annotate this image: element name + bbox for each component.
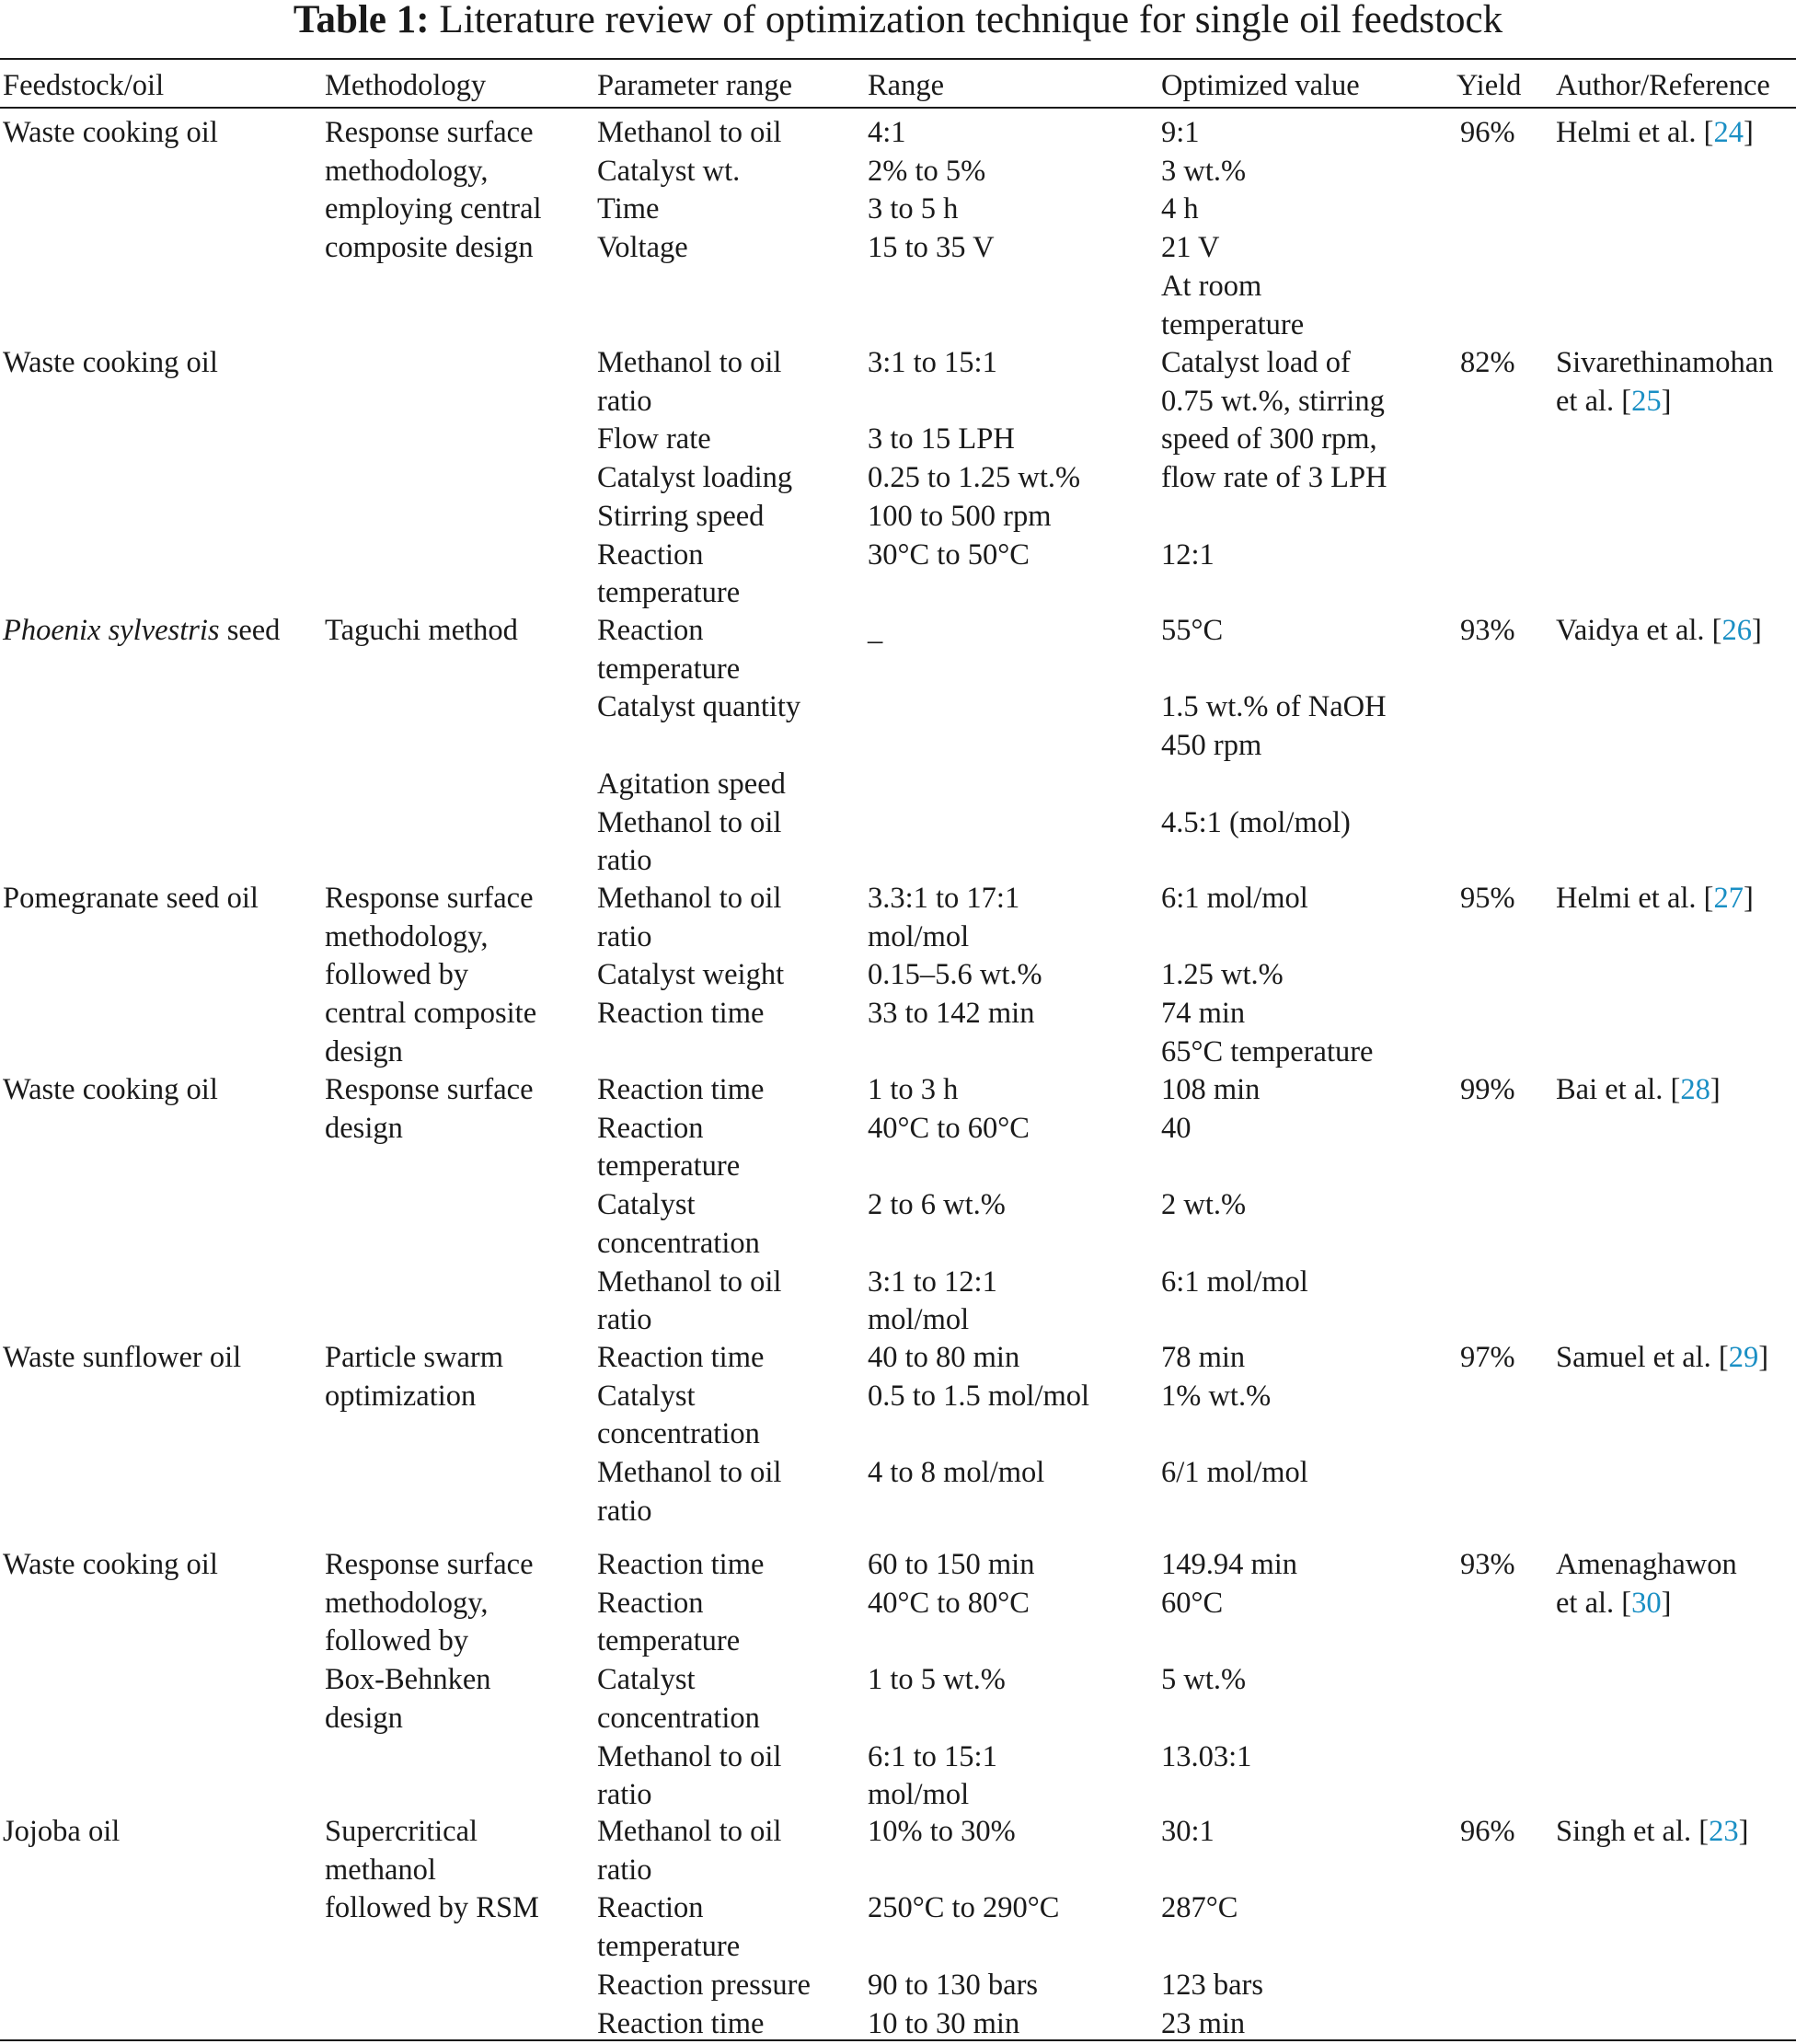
cell-optimized-value: 30:1 287°C 123 bars 23 min — [1161, 1815, 1264, 2040]
cell-parameters: Methanol to oil ratio Reaction temperature Reaction pressure Reaction time — [597, 1815, 811, 2040]
cell-parameters: Methanol to oil ratio Flow rate Catalyst loading Stirring speed Reaction temperature — [597, 346, 793, 610]
cell-range: _ — [868, 614, 883, 647]
author-bracket: ] — [1751, 614, 1762, 647]
cell-feedstock: Waste cooking oil — [3, 116, 218, 149]
cell-author — [1556, 1813, 1748, 1852]
header-rule — [0, 107, 1796, 109]
reference-link[interactable]: 30 — [1631, 1586, 1662, 1620]
feedstock-suffix: seed — [219, 614, 281, 647]
author-text: Vaidya et al. [ — [1556, 614, 1722, 647]
author-bracket: ] — [1743, 116, 1754, 149]
header-feedstock: Feedstock/oil — [3, 69, 165, 102]
cell-methodology: Response surface methodology, followed by Box-Behnken design — [325, 1548, 534, 1735]
cell-optimized-value: 6:1 mol/mol 1.25 wt.% 74 min 65°C temperature — [1161, 882, 1374, 1068]
cell-author — [1556, 1339, 1768, 1378]
author-bracket: ] — [1758, 1341, 1769, 1374]
cell-yield: 95% — [1460, 882, 1515, 915]
cell-range: 3.3:1 to 17:1 mol/mol 0.15–5.6 wt.% 33 to 142 min — [868, 882, 1042, 1031]
cell-optimized-value: 108 min 40 2 wt.% 6:1 mol/mol — [1161, 1073, 1308, 1299]
cell-optimized-value: Catalyst load of 0.75 wt.%, stirring speed of 300 rpm, flow rate of 3 LPH 12:1 — [1161, 346, 1387, 572]
header-author-reference: Author/Reference — [1556, 69, 1770, 102]
cell-yield: 82% — [1460, 346, 1515, 379]
cell-yield: 97% — [1460, 1341, 1515, 1374]
reference-link[interactable]: 25 — [1631, 384, 1662, 418]
header-optimized-value: Optimized value — [1161, 69, 1360, 102]
reference-link[interactable]: 23 — [1709, 1815, 1739, 1848]
header-yield: Yield — [1456, 69, 1522, 102]
author-text: Helmi et al. [ — [1556, 116, 1714, 149]
author-bracket: ] — [1743, 882, 1754, 915]
header-methodology: Methodology — [325, 69, 487, 102]
author-text: Sivarethinamohan et al. [ — [1556, 346, 1774, 418]
cell-parameters: Methanol to oil Catalyst wt. Time Voltage — [597, 116, 782, 265]
author-bracket: ] — [1710, 1073, 1721, 1106]
reference-link[interactable]: 28 — [1680, 1073, 1710, 1106]
cell-author — [1556, 880, 1754, 918]
caption-text: Literature review of optimization technique for single oil feedstock — [439, 0, 1503, 41]
header-parameter-range: Parameter range — [597, 69, 793, 102]
author-bracket: ] — [1738, 1815, 1749, 1848]
cell-parameters: Reaction time Reaction temperature Catalyst concentration Methanol to oil ratio — [597, 1073, 782, 1337]
author-bracket: ] — [1661, 384, 1672, 418]
cell-range: 40 to 80 min 0.5 to 1.5 mol/mol 4 to 8 mol/mol — [868, 1341, 1090, 1490]
reference-link[interactable]: 29 — [1728, 1341, 1759, 1374]
cell-parameters: Reaction temperature Catalyst quantity Agitation speed Methanol to oil ratio — [597, 614, 801, 878]
author-text: Samuel et al. [ — [1556, 1341, 1729, 1374]
cell-range: 3:1 to 15:1 3 to 15 LPH 0.25 to 1.25 wt.% 100 to 500 rpm 30°C to 50°C — [868, 346, 1081, 572]
cell-optimized-value: 9:1 3 wt.% 4 h 21 V At room temperature — [1161, 116, 1305, 341]
cell-parameters: Reaction time Reaction temperature Catalyst concentration Methanol to oil ratio — [597, 1548, 782, 1812]
cell-feedstock: Jojoba oil — [3, 1815, 121, 1848]
cell-yield: 96% — [1460, 1815, 1515, 1848]
cell-methodology: Supercritical methanol followed by RSM — [325, 1815, 539, 1925]
cell-feedstock — [3, 612, 280, 651]
table-caption — [0, 0, 1796, 57]
cell-feedstock: Waste cooking oil — [3, 346, 218, 379]
caption-label: Table 1: — [293, 0, 430, 41]
cell-methodology: Taguchi method — [325, 614, 518, 647]
cell-author — [1556, 1071, 1721, 1110]
cell-yield: 96% — [1460, 116, 1515, 149]
cell-yield: 93% — [1460, 1548, 1515, 1581]
cell-yield: 93% — [1460, 614, 1515, 647]
cell-author — [1556, 1546, 1737, 1622]
cell-author — [1556, 114, 1754, 153]
top-rule — [0, 58, 1796, 60]
cell-optimized-value: 149.94 min 60°C 5 wt.% 13.03:1 — [1161, 1548, 1298, 1773]
cell-feedstock: Waste cooking oil — [3, 1073, 218, 1106]
reference-link[interactable]: 26 — [1721, 614, 1752, 647]
cell-methodology: Response surface design — [325, 1073, 534, 1145]
author-text: Amenaghawon et al. [ — [1556, 1548, 1737, 1620]
cell-author — [1556, 344, 1773, 421]
author-text: Singh et al. [ — [1556, 1815, 1710, 1848]
reference-link[interactable]: 24 — [1713, 116, 1744, 149]
feedstock-species: Phoenix sylvestris — [3, 614, 220, 647]
cell-optimized-value: 78 min 1% wt.% 6/1 mol/mol — [1161, 1341, 1308, 1490]
cell-parameters: Reaction time Catalyst concentration Methanol to oil ratio — [597, 1341, 782, 1528]
cell-feedstock: Waste sunflower oil — [3, 1341, 242, 1374]
cell-methodology: Response surface methodology, employing central composite design — [325, 116, 542, 265]
author-text: Bai et al. [ — [1556, 1073, 1681, 1106]
cell-range: 4:1 2% to 5% 3 to 5 h 15 to 35 V — [868, 116, 995, 265]
header-range: Range — [868, 69, 945, 102]
author-text: Helmi et al. [ — [1556, 882, 1714, 915]
cell-yield: 99% — [1460, 1073, 1515, 1106]
cell-methodology: Particle swarm optimization — [325, 1341, 504, 1413]
cell-optimized-value: 55°C 1.5 wt.% of NaOH 450 rpm 4.5:1 (mol/mol) — [1161, 614, 1387, 839]
cell-parameters: Methanol to oil ratio Catalyst weight Reaction time — [597, 882, 785, 1031]
cell-range: 1 to 3 h 40°C to 60°C 2 to 6 wt.% 3:1 to 12:1 mol/mol — [868, 1073, 1030, 1337]
author-bracket: ] — [1661, 1586, 1672, 1620]
reference-link[interactable]: 27 — [1713, 882, 1744, 915]
cell-feedstock: Waste cooking oil — [3, 1548, 218, 1581]
cell-author — [1556, 612, 1762, 651]
cell-range: 10% to 30% 250°C to 290°C 90 to 130 bars 10 to 30 min — [868, 1815, 1060, 2040]
cell-range: 60 to 150 min 40°C to 80°C 1 to 5 wt.% 6:1 to 15:1 mol/mol — [868, 1548, 1035, 1812]
cell-feedstock: Pomegranate seed oil — [3, 882, 259, 915]
cell-methodology: Response surface methodology, followed by central composite design — [325, 882, 537, 1068]
